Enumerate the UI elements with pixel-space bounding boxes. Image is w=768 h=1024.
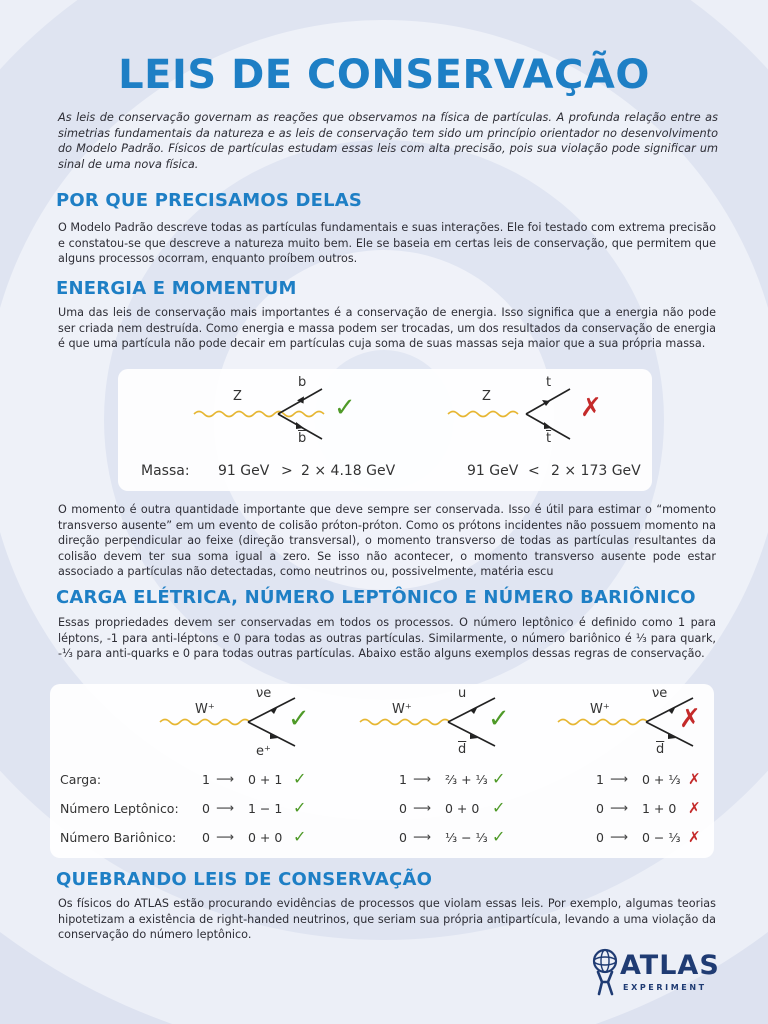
arrow-icon: ⟶	[610, 800, 628, 815]
w-label-2: W⁺	[392, 702, 412, 717]
z-label-left: Z	[233, 389, 242, 404]
cross-icon: ✗	[688, 799, 701, 817]
z-wave-right	[448, 412, 518, 417]
check-icon: ✓	[334, 393, 356, 423]
nu-label-1: νe	[256, 686, 272, 701]
nu-label-3: νe	[652, 686, 668, 701]
z-wave-left	[194, 412, 324, 417]
section-text-momentum: O momento é outra quantidade importante que deve sempre ser conservada. Isso é útil para estimar o “momento transverso ausente” em um evento de colisão próton-próton. Como os prótons incidentes não possuem momento na direção perpendicular ao feixe (direção transversal), o momento transverso de todas as partículas resultantes da colisão devem ter sua soma igual a zero. Se isso não acontecer, o momento transverso ausente pode estar associado a partículas não detectadas, como neutrinos ou, possivelmente, matéria escu	[58, 503, 716, 579]
section-text-charge: Essas propriedades devem ser conservadas em todos os processos. O número leptônico é definido como 1 para léptons, -1 para anti-léptons e 0 para todas as outras partículas. Similarmente, o número bariônico é ⅓ para quark, -⅓ para anti-quarks e 0 para todas outras partículas. Abaixo estão alguns exemplos dessas regras de conservação.	[58, 616, 716, 661]
mass-label: Massa:	[141, 463, 190, 479]
w-label-1: W⁺	[195, 702, 215, 717]
t-label: t	[546, 375, 552, 390]
atlas-figure-icon	[590, 948, 624, 1000]
check-icon: ✓	[492, 827, 506, 846]
dbar-label-2: $\overline{d}$	[458, 742, 467, 757]
arrow-icon: ⟶	[610, 829, 628, 844]
arrow-icon: ⟶	[413, 771, 431, 786]
right-mass-op: <	[528, 463, 540, 479]
dbar-label-3: $\overline{d}$	[656, 742, 665, 757]
logo-subtitle: EXPERIMENT	[623, 983, 707, 992]
left-mass-b: 2 × 4.18 GeV	[301, 463, 396, 479]
check-icon: ✓	[293, 827, 307, 846]
check-icon: ✓	[288, 704, 310, 734]
arrow-icon: ⟶	[610, 771, 628, 786]
u-label: u	[458, 686, 467, 701]
positron-label: e⁺	[256, 744, 271, 759]
section-heading-charge: CARGA ELÉTRICA, NÚMERO LEPTÔNICO E NÚMERO BARIÔNICO	[56, 587, 696, 608]
page-title: LEIS DE CONSERVAÇÃO	[118, 52, 650, 98]
b-label: b	[298, 375, 307, 390]
atlas-logo	[590, 950, 720, 1000]
arrow-icon: ⟶	[216, 829, 234, 844]
check-icon: ✓	[488, 704, 510, 734]
intro-paragraph: As leis de conservação governam as reações que observamos na física de partículas. A profunda relação entre as simetrias fundamentais da natureza e as leis de conservação tem sido um princípio orientador no desenvolvimento do Modelo Padrão. Físicos de partículas estudam essas leis com alta precisão, pois sua violação pode significar um sinal de uma nova física.	[58, 111, 718, 171]
check-icon: ✓	[293, 798, 307, 817]
check-icon: ✓	[492, 798, 506, 817]
arrow-icon: ⟶	[413, 829, 431, 844]
section-heading-energy: ENERGIA E MOMENTUM	[56, 278, 297, 299]
tbar-label: $\overline{t}$	[546, 431, 552, 446]
cross-icon: ✗	[679, 704, 701, 734]
section-heading-breaking: QUEBRANDO LEIS DE CONSERVAÇÃO	[56, 869, 433, 890]
cross-icon: ✗	[688, 770, 701, 788]
w-label-3: W⁺	[590, 702, 610, 717]
right-mass-b: 2 × 173 GeV	[551, 463, 641, 479]
arrow-icon: ⟶	[216, 771, 234, 786]
left-mass-a: 91 GeV	[218, 463, 270, 479]
cross-icon: ✗	[580, 393, 602, 423]
cross-icon: ✗	[688, 828, 701, 846]
arrow-icon: ⟶	[413, 800, 431, 815]
energy-diagram-box	[118, 369, 652, 491]
check-icon: ✓	[492, 769, 506, 788]
section-text-energy: Uma das leis de conservação mais importantes é a conservação de energia. Isso significa que a energia não pode ser criada nem destruída. Como energia e massa podem ser trocadas, um dos resultados da conservação de energia é que uma partícula não pode decair em partículas cuja soma de suas massas seja maior que a sua própria massa.	[58, 306, 716, 351]
bbar-label: $\overline{b}$	[298, 431, 307, 446]
right-mass-a: 91 GeV	[467, 463, 519, 479]
check-icon: ✓	[293, 769, 307, 788]
section-text-why: O Modelo Padrão descreve todas as partículas fundamentais e suas interações. Ele foi testado com extrema precisão e constatou-se que descreve a natureza muito bem. Ele se baseia em certas leis de conservação, que permitem que alguns processos ocorram, enquanto proíbem outros.	[58, 221, 716, 266]
z-label-right: Z	[482, 389, 491, 404]
section-heading-why: POR QUE PRECISAMOS DELAS	[56, 190, 363, 211]
arrow-icon: ⟶	[216, 800, 234, 815]
section-text-breaking: Os físicos do ATLAS estão procurando evidências de processos que violam essas leis. Por exemplo, algumas teorias hipotetizam a existência de right-handed neutrinos, que seriam sua própria antipartícula, levando a uma violação da conservação do número leptônico.	[58, 897, 716, 942]
logo-wordmark: ATLAS	[620, 950, 720, 981]
charge-diagram-box: W⁺ νe e⁺ ✓ W⁺ u $\overline{d}$ ✓ W⁺ νe $\overline{d}$ ✗ Carga: 1 ⟶ 0 + 1 ✓ 1 ⟶ ⅔ + ⅓ ✓ 1 ⟶ 0 + ⅓ ✗ Número Leptônico: 0 ⟶ 1 − 1 ✓ 0 ⟶ 0 + 0 ✓ 0 ⟶ 1 + 0 ✗ Número Bariônico: 0 ⟶ 0 + 0 ✓ 0 ⟶ ⅓ − ⅓ ✓ 0 ⟶ 0 − ⅓ ✗	[50, 684, 714, 858]
left-mass-op: >	[281, 463, 293, 479]
